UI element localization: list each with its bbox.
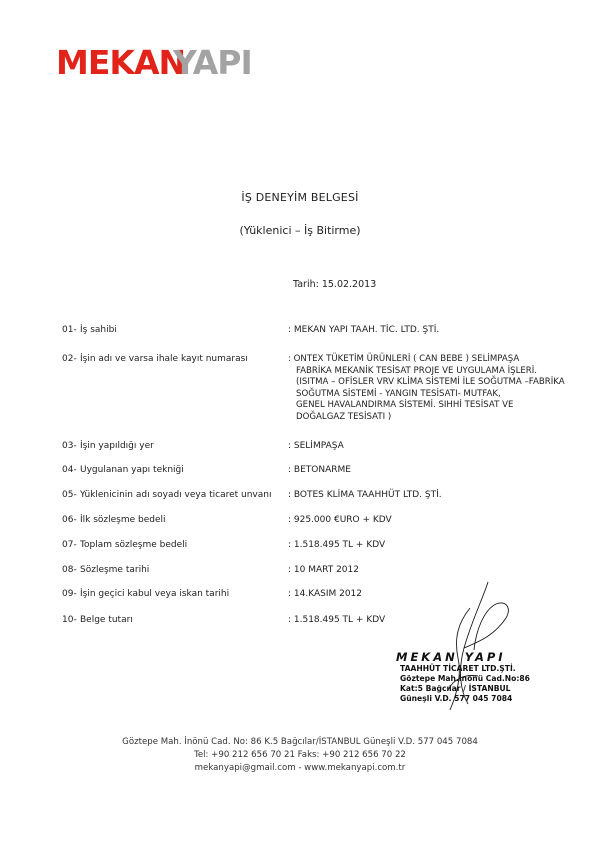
item-label: İşin adı ve varsa ihale kayıt numarası	[80, 354, 248, 364]
item-number: 09-	[62, 589, 77, 599]
company-stamp	[388, 578, 538, 718]
document-title: İŞ DENEYİM BELGESİ	[241, 191, 359, 204]
footer-web: mekanyapi@gmail.com - www.mekanyapi.com.tr	[194, 763, 406, 773]
item-label: Toplam sözleşme bedeli	[80, 540, 188, 550]
item-number: 03-	[62, 441, 77, 451]
logo-part2: YAPI	[173, 43, 252, 82]
item-value-multiline	[288, 354, 578, 424]
item-value-line: GENEL HAVALANDIRMA SİSTEMİ. SIHHİ TESİSAT VE	[296, 400, 514, 411]
footer-address: Göztepe Mah. İnönü Cad. No: 86 K.5 Bağcılar/İSTANBUL Güneşli V.D. 577 045 7084	[122, 737, 478, 747]
footer-phones: Tel: +90 212 656 70 21 Faks: +90 212 656 70 22	[194, 750, 406, 760]
item-value: : 925.000 €URO + KDV	[288, 515, 392, 525]
item-number: 06-	[62, 515, 77, 525]
item-label: Belge tutarı	[80, 615, 133, 625]
item-number: 02-	[62, 354, 77, 364]
item-label: Uygulanan yapı tekniği	[80, 465, 184, 475]
stamp-line: Güneşli V.D. 577 045 7084	[400, 694, 513, 703]
item-value: : 14.KASIM 2012	[288, 589, 363, 599]
item-label: Yüklenicinin adı soyadı veya ticaret unvanı	[80, 490, 272, 500]
item-value: : 1.518.495 TL + KDV	[288, 540, 386, 550]
item-value: : BOTES KLİMA TAAHHÜT LTD. ŞTİ.	[288, 490, 442, 500]
company-logo	[56, 38, 256, 82]
item-label: İş sahibi	[80, 325, 117, 335]
item-number: 05-	[62, 490, 77, 500]
document-subtitle: (Yüklenici – İş Bitirme)	[239, 224, 361, 237]
item-value-line: (ISITMA – OFİSLER VRV KLİMA SİSTEMİ İLE SOĞUTMA –FABRİKA	[296, 377, 565, 388]
stamp-company-name: MEKAN YAPI	[396, 650, 506, 664]
item-number: 01-	[62, 325, 77, 335]
item-label: İşin geçici kabul veya iskan tarihi	[80, 589, 230, 599]
item-number: 10-	[62, 615, 77, 625]
item-label: Sözleşme tarihi	[80, 565, 150, 575]
stamp-line: TAAHHÜT TİCARET LTD.ŞTİ.	[400, 664, 516, 673]
item-value-line: FABRİKA MEKANİK TESİSAT PROJE VE UYGULAMA İŞLERİ.	[296, 365, 538, 376]
item-number: 07-	[62, 540, 77, 550]
signature-icon	[388, 578, 538, 718]
item-value: : MEKAN YAPI TAAH. TİC. LTD. ŞTİ.	[288, 325, 440, 335]
item-value-line: DOĞALGAZ TESİSATI )	[296, 411, 392, 422]
item-value: : 1.518.495 TL + KDV	[288, 615, 386, 625]
item-value: : SELİMPAŞA	[288, 441, 344, 451]
logo-part1: MEKAN	[56, 43, 186, 82]
item-label: İşin yapıldığı yer	[80, 441, 154, 451]
item-value-line: : ONTEX TÜKETİM ÜRÜNLERİ ( CAN BEBE ) SELİMPAŞA	[288, 354, 520, 364]
item-value: : BETONARME	[288, 465, 351, 475]
item-number: 04-	[62, 465, 77, 475]
item-value: : 10 MART 2012	[288, 565, 359, 575]
stamp-line: Göztepe Mah.İnönü Cad.No:86	[400, 674, 530, 683]
item-label: İlk sözleşme bedeli	[80, 515, 166, 525]
item-value-line: SOĞUTMA SİSTEMİ - YANGIN TESİSATI- MUTFAK,	[296, 388, 501, 399]
stamp-line: Kat:5 Bağcılar / İSTANBUL	[400, 684, 511, 693]
item-number: 08-	[62, 565, 77, 575]
document-date: Tarih: 15.02.2013	[293, 279, 377, 290]
